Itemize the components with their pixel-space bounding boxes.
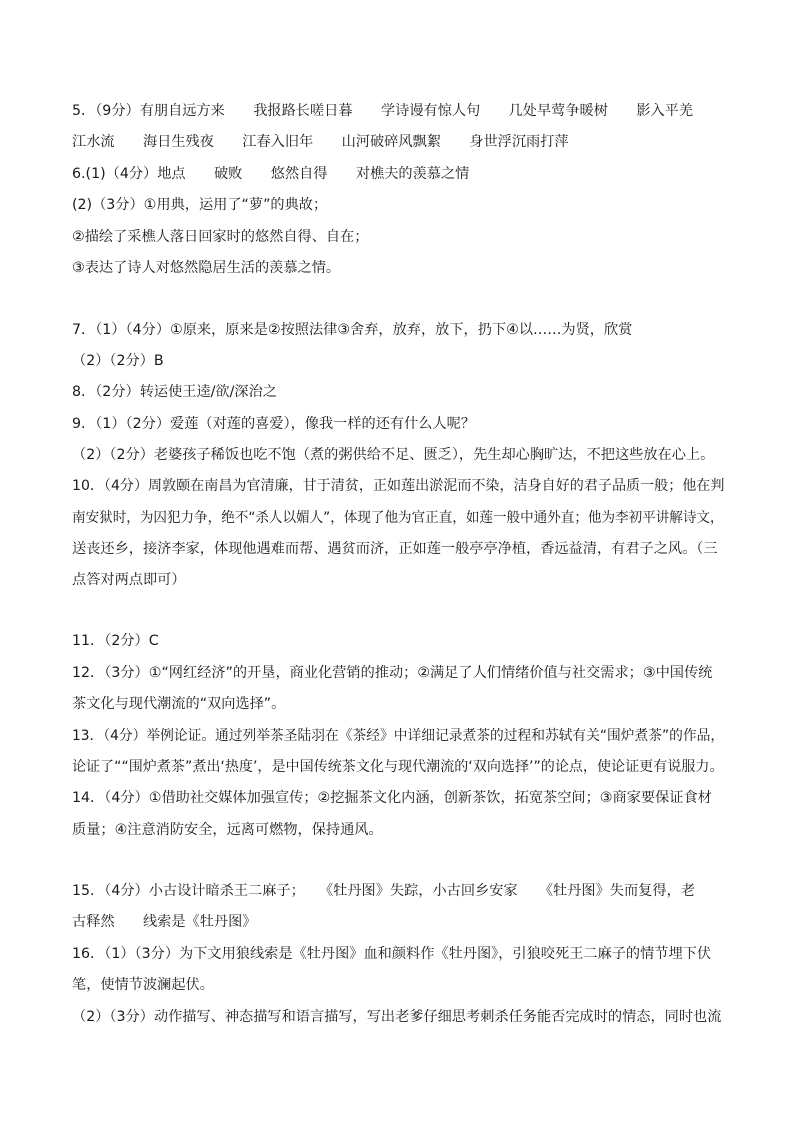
answer-13-line-2: 论证了““围炉煮茶”煮出‘热度’，是中国传统茶文化与现代潮流的‘双向选择’”的论点，使论证更有说服力。: [72, 759, 724, 775]
answer-10-line-4: 点答对两点即可）: [72, 572, 186, 588]
answer-11: 11．（2分）C: [72, 633, 159, 649]
answer-13-line-1: 13．（4分）举例论证。通过列举茶圣陆羽在《茶经》中详细记录煮茶的过程和苏轼有关“围炉煮茶”的作品，: [72, 728, 725, 744]
answer-15-line-2: 古释然 线索是《牡丹图》: [72, 914, 257, 930]
answer-10-line-1: 10．（4分）周敦颐在南昌为官清廉，甘于清贫，正如莲出淤泥而不染，洁身自好的君子品质一般；他在判: [72, 478, 725, 494]
answer-6-1: 6.(1)（4分）地点 破败 悠然自得 对樵夫的羡慕之情: [72, 166, 470, 182]
answer-14-line-2: 质量；④注意消防安全，远离可燃物，保持通风。: [72, 822, 383, 838]
answer-12-line-1: 12．（3分）①“网红经济”的开垦，商业化营销的推动；②满足了人们情绪价值与社交需求；③中国传统: [72, 665, 713, 681]
answer-12-line-2: 茶文化与现代潮流的“双向选择”。: [72, 696, 286, 712]
answer-6-2-line-1: (2)（3分）①用典，运用了“萝”的典故；: [72, 197, 328, 213]
answer-15-line-1: 15．（4分）小古设计暗杀王二麻子； 《牡丹图》失踪，小古回乡安家 《牡丹图》失而复得，老: [72, 883, 695, 899]
answer-7-1: 7．（1）（4分）①原来，原来是②按照法律③舍弃，放弃，放下，扔下④以……为贤，欣赏: [72, 322, 633, 338]
answer-16-2-line-1: （2）（3分）动作描写、神态描写和语言描写，写出老爹仔细思考刺杀任务能否完成时的情态，同时也流: [72, 1009, 722, 1025]
answer-5-line-1: 5．（9分）有朋自远方来 我报路长嗟日暮 学诗谩有惊人句 几处早莺争暖树 影入平羌: [72, 103, 694, 119]
answer-10-line-2: 南安狱时，为囚犯力争，绝不“杀人以媚人”，体现了他为官正直，如莲一般中通外直；他为李初平讲解诗文，: [72, 510, 724, 526]
answer-7-2: （2）（2分）B: [72, 353, 164, 369]
answer-10-line-3: 送丧还乡，接济李家，体现他遇难而帮、遇贫而济，正如莲一般亭亭净植，香远益清，有君子之风。（三: [72, 541, 718, 557]
answer-16-1-line-2: 笔，使情节波澜起伏。: [72, 977, 214, 993]
answer-5-line-2: 江水流 海日生残夜 江春入旧年 山河破碎风飘絮 身世浮沉雨打萍: [72, 134, 569, 150]
answer-6-2-line-2: ②描绘了采樵人落日回家时的悠然自得、自在；: [72, 229, 369, 245]
answer-6-2-line-3: ③表达了诗人对悠然隐居生活的羡慕之情。: [72, 260, 341, 276]
answer-14-line-1: 14．（4分）①借助社交媒体加强宣传；②挖掘茶文化内涵，创新茶饮，拓宽茶空间；③商家要保证食材: [72, 790, 712, 806]
answer-9-1: 9．（1）（2分）爱莲（对莲的喜爱），像我一样的还有什么人呢？: [72, 416, 476, 432]
answer-8: 8．（2分）转运使王逵/欲/深治之: [72, 384, 277, 400]
answer-16-1-line-1: 16．（1）（3分）为下文用狼线索是《牡丹图》血和颜料作《牡丹图》，引狼咬死王二麻子的情节埋下伏: [72, 946, 712, 962]
answer-9-2: （2）（2分）老婆孩子稀饭也吃不饱（煮的粥供给不足、匮乏），先生却心胸旷达，不把这些放在心上。: [72, 447, 715, 463]
